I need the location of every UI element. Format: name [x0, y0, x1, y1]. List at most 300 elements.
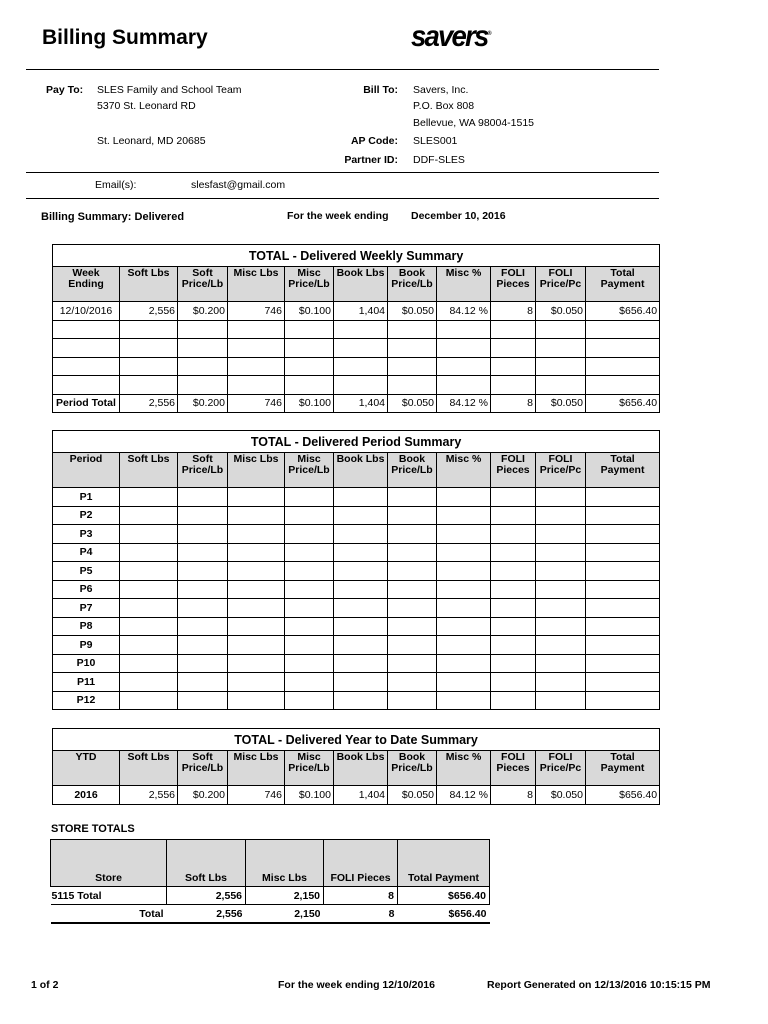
- table-cell: [491, 376, 536, 395]
- table-cell: [536, 599, 586, 618]
- period-label: P10: [53, 654, 120, 673]
- table-cell: [586, 543, 660, 562]
- bill-to-line1: Savers, Inc.: [413, 84, 469, 96]
- table-cell: [334, 691, 388, 710]
- table-cell: [285, 525, 334, 544]
- table-row: [53, 786, 660, 805]
- table-row: [53, 691, 660, 710]
- table-cell: 84.12 %: [437, 302, 491, 321]
- table-cell: [178, 673, 228, 692]
- footer-week-ending: For the week ending 12/10/2016: [278, 979, 435, 991]
- table-cell: [388, 320, 437, 339]
- ytd-column-header: Misc Price/Lb: [285, 751, 334, 786]
- weekly-header-row: [53, 267, 660, 302]
- table-cell: [388, 580, 437, 599]
- table-cell: [228, 654, 285, 673]
- table-cell: [437, 673, 491, 692]
- table-row: [53, 617, 660, 636]
- table-cell: [388, 562, 437, 581]
- ytd-caption-row: [53, 729, 660, 751]
- period-summary-table: [52, 430, 660, 710]
- table-cell: [120, 488, 178, 507]
- ytd-caption: TOTAL - Delivered Year to Date Summary: [53, 729, 660, 751]
- table-cell: [334, 320, 388, 339]
- period-label: P4: [53, 543, 120, 562]
- table-cell: [491, 691, 536, 710]
- address-divider: [26, 172, 659, 173]
- ytd-column-header: FOLI Pieces: [491, 751, 536, 786]
- store-column-header: Soft Lbs: [167, 840, 246, 887]
- logo-text: savers: [411, 20, 488, 53]
- table-cell: [334, 654, 388, 673]
- table-row: [53, 320, 660, 339]
- table-row: [53, 580, 660, 599]
- table-cell: Period Total: [53, 394, 120, 413]
- table-cell: 2,150: [246, 905, 324, 924]
- table-cell: $0.050: [536, 786, 586, 805]
- table-cell: [536, 376, 586, 395]
- table-cell: [228, 506, 285, 525]
- table-cell: [437, 580, 491, 599]
- table-cell: [536, 636, 586, 655]
- bill-to-line3: Bellevue, WA 98004-1515: [413, 117, 535, 129]
- table-cell: [334, 339, 388, 358]
- table-cell: [536, 488, 586, 507]
- pay-to-line1: SLES Family and School Team: [97, 84, 242, 96]
- table-cell: [120, 320, 178, 339]
- weekly-summary-table: [52, 244, 660, 413]
- table-cell: [536, 562, 586, 581]
- table-cell: [437, 357, 491, 376]
- week-ending-value: December 10, 2016: [411, 210, 506, 222]
- table-row: [53, 339, 660, 358]
- weekly-caption-row: [53, 245, 660, 267]
- table-cell: [586, 506, 660, 525]
- table-cell: [491, 488, 536, 507]
- period-column-header: FOLI Pieces: [491, 453, 536, 488]
- table-cell: [586, 339, 660, 358]
- table-cell: $0.050: [536, 302, 586, 321]
- period-total-row: [53, 394, 660, 413]
- period-column-header: Soft Price/Lb: [178, 453, 228, 488]
- table-cell: [388, 488, 437, 507]
- table-cell: [536, 654, 586, 673]
- table-cell: [178, 320, 228, 339]
- table-cell: $656.40: [398, 887, 490, 905]
- table-cell: [586, 525, 660, 544]
- period-label: P12: [53, 691, 120, 710]
- table-cell: [491, 543, 536, 562]
- table-row: [53, 562, 660, 581]
- table-cell: [120, 673, 178, 692]
- table-cell: [437, 617, 491, 636]
- ytd-column-header: Total Payment: [586, 751, 660, 786]
- table-cell: [536, 580, 586, 599]
- table-cell: [334, 562, 388, 581]
- table-cell: [178, 617, 228, 636]
- bill-to-label: Bill To:: [363, 84, 398, 96]
- table-cell: [285, 376, 334, 395]
- table-cell: 8: [324, 887, 398, 905]
- weekly-column-header: Week Ending: [53, 267, 120, 302]
- table-cell: 2,556: [167, 905, 246, 924]
- table-cell: [120, 617, 178, 636]
- table-cell: [285, 636, 334, 655]
- store-column-header: Misc Lbs: [246, 840, 324, 887]
- table-cell: [437, 376, 491, 395]
- table-cell: 8: [491, 786, 536, 805]
- table-cell: 84.12 %: [437, 394, 491, 413]
- table-cell: 746: [228, 394, 285, 413]
- table-cell: [53, 357, 120, 376]
- period-header-row: [53, 453, 660, 488]
- bill-to-line2: P.O. Box 808: [413, 100, 475, 112]
- registered-mark: ®: [487, 31, 492, 37]
- period-column-header: FOLI Price/Pc: [536, 453, 586, 488]
- table-cell: [120, 654, 178, 673]
- table-cell: [491, 580, 536, 599]
- table-cell: $0.050: [388, 786, 437, 805]
- table-cell: [285, 617, 334, 636]
- table-cell: [586, 357, 660, 376]
- ytd-column-header: Book Price/Lb: [388, 751, 437, 786]
- table-cell: [228, 339, 285, 358]
- ytd-column-header: Misc %: [437, 751, 491, 786]
- table-row: [53, 543, 660, 562]
- table-cell: $0.050: [388, 394, 437, 413]
- table-cell: [334, 636, 388, 655]
- store-column-header: Store: [51, 840, 167, 887]
- weekly-column-header: Soft Lbs: [120, 267, 178, 302]
- table-cell: [334, 488, 388, 507]
- table-cell: [334, 357, 388, 376]
- table-cell: [388, 617, 437, 636]
- period-label: P8: [53, 617, 120, 636]
- table-cell: $0.050: [536, 394, 586, 413]
- period-column-header: Book Lbs: [334, 453, 388, 488]
- table-cell: 746: [228, 302, 285, 321]
- period-column-header: Period: [53, 453, 120, 488]
- table-cell: [437, 654, 491, 673]
- table-cell: 746: [228, 786, 285, 805]
- store-header-row: [51, 840, 490, 887]
- table-cell: [120, 691, 178, 710]
- period-label: P1: [53, 488, 120, 507]
- table-cell: [536, 506, 586, 525]
- period-column-header: Misc %: [437, 453, 491, 488]
- table-row: [53, 357, 660, 376]
- table-cell: [53, 376, 120, 395]
- table-cell: [586, 320, 660, 339]
- table-cell: [437, 525, 491, 544]
- table-cell: $0.100: [285, 302, 334, 321]
- table-cell: [388, 673, 437, 692]
- table-cell: [437, 320, 491, 339]
- period-label: P2: [53, 506, 120, 525]
- table-cell: [285, 654, 334, 673]
- table-row: [53, 488, 660, 507]
- period-column-header: Total Payment: [586, 453, 660, 488]
- table-cell: [334, 617, 388, 636]
- table-cell: [586, 599, 660, 618]
- table-cell: $656.40: [586, 786, 660, 805]
- period-label: P6: [53, 580, 120, 599]
- table-cell: [437, 599, 491, 618]
- table-cell: $0.100: [285, 394, 334, 413]
- table-cell: [536, 320, 586, 339]
- table-row: [53, 525, 660, 544]
- table-cell: [228, 599, 285, 618]
- table-cell: $0.100: [285, 786, 334, 805]
- table-cell: [586, 580, 660, 599]
- period-label: P5: [53, 562, 120, 581]
- table-cell: [437, 506, 491, 525]
- table-cell: [388, 599, 437, 618]
- table-cell: [437, 691, 491, 710]
- ytd-column-header: YTD: [53, 751, 120, 786]
- table-cell: [334, 673, 388, 692]
- ytd-column-header: Soft Price/Lb: [178, 751, 228, 786]
- table-cell: 8: [491, 394, 536, 413]
- table-cell: [178, 376, 228, 395]
- table-cell: 2,556: [120, 786, 178, 805]
- billing-summary-delivered-title: Billing Summary: Delivered: [41, 211, 185, 223]
- period-column-header: Soft Lbs: [120, 453, 178, 488]
- period-caption: TOTAL - Delivered Period Summary: [53, 431, 660, 453]
- table-row: [53, 376, 660, 395]
- table-cell: [285, 562, 334, 581]
- table-cell: [536, 339, 586, 358]
- table-cell: [586, 654, 660, 673]
- table-cell: 2,556: [120, 302, 178, 321]
- table-cell: [491, 562, 536, 581]
- weekly-column-header: Misc %: [437, 267, 491, 302]
- table-cell: [53, 339, 120, 358]
- table-cell: [228, 673, 285, 692]
- weekly-column-header: Misc Lbs: [228, 267, 285, 302]
- table-cell: [178, 691, 228, 710]
- table-cell: $0.200: [178, 786, 228, 805]
- period-label: P11: [53, 673, 120, 692]
- table-cell: [228, 580, 285, 599]
- table-cell: [491, 599, 536, 618]
- ytd-column-header: Book Lbs: [334, 751, 388, 786]
- table-cell: [491, 654, 536, 673]
- table-cell: [586, 691, 660, 710]
- table-cell: [285, 506, 334, 525]
- table-cell: 2016: [53, 786, 120, 805]
- table-cell: [228, 357, 285, 376]
- table-cell: [228, 636, 285, 655]
- table-cell: [334, 580, 388, 599]
- table-cell: [491, 525, 536, 544]
- store-totals-table: [50, 839, 490, 924]
- email-divider: [26, 198, 659, 199]
- store-column-header: Total Payment: [398, 840, 490, 887]
- table-cell: [491, 506, 536, 525]
- table-cell: $0.050: [388, 302, 437, 321]
- table-cell: $0.200: [178, 302, 228, 321]
- table-cell: [285, 339, 334, 358]
- table-cell: [120, 506, 178, 525]
- table-cell: [388, 691, 437, 710]
- table-cell: [120, 636, 178, 655]
- table-cell: [285, 599, 334, 618]
- table-cell: $656.40: [398, 905, 490, 924]
- table-cell: [285, 691, 334, 710]
- table-cell: [178, 543, 228, 562]
- ytd-summary-table: [52, 728, 660, 805]
- ytd-column-header: Soft Lbs: [120, 751, 178, 786]
- table-cell: [178, 654, 228, 673]
- table-cell: [228, 617, 285, 636]
- table-cell: [536, 525, 586, 544]
- table-cell: [586, 376, 660, 395]
- table-cell: [388, 543, 437, 562]
- email-label: Email(s):: [95, 179, 137, 191]
- table-cell: [437, 543, 491, 562]
- store-column-header: FOLI Pieces: [324, 840, 398, 887]
- header-divider: [26, 69, 659, 70]
- table-cell: [586, 617, 660, 636]
- table-cell: [491, 636, 536, 655]
- table-cell: 5115 Total: [51, 887, 167, 905]
- table-cell: [388, 376, 437, 395]
- table-cell: [491, 339, 536, 358]
- table-cell: [178, 580, 228, 599]
- table-cell: [334, 599, 388, 618]
- table-row: [53, 636, 660, 655]
- savers-logo: [411, 20, 492, 54]
- weekly-column-header: FOLI Pieces: [491, 267, 536, 302]
- table-cell: [388, 636, 437, 655]
- table-cell: $0.200: [178, 394, 228, 413]
- table-cell: [388, 506, 437, 525]
- table-cell: [228, 691, 285, 710]
- table-cell: [491, 320, 536, 339]
- table-cell: [178, 525, 228, 544]
- table-cell: [437, 636, 491, 655]
- table-cell: [388, 357, 437, 376]
- table-cell: 2,556: [120, 394, 178, 413]
- period-label: P9: [53, 636, 120, 655]
- table-cell: [388, 339, 437, 358]
- table-cell: [178, 488, 228, 507]
- table-cell: [536, 357, 586, 376]
- table-cell: [178, 599, 228, 618]
- weekly-caption: TOTAL - Delivered Weekly Summary: [53, 245, 660, 267]
- table-cell: [285, 543, 334, 562]
- table-row: [53, 654, 660, 673]
- table-cell: [491, 357, 536, 376]
- table-cell: [120, 525, 178, 544]
- table-cell: 1,404: [334, 394, 388, 413]
- table-cell: [586, 562, 660, 581]
- table-cell: [285, 673, 334, 692]
- table-cell: 8: [324, 905, 398, 924]
- period-label: P7: [53, 599, 120, 618]
- table-cell: 2,556: [167, 887, 246, 905]
- table-row: [53, 599, 660, 618]
- table-cell: [586, 488, 660, 507]
- weekly-column-header: Book Lbs: [334, 267, 388, 302]
- table-cell: [120, 562, 178, 581]
- table-cell: [285, 580, 334, 599]
- ytd-header-row: [53, 751, 660, 786]
- partner-id-value: DDF-SLES: [413, 154, 465, 166]
- table-cell: [120, 357, 178, 376]
- period-column-header: Misc Price/Lb: [285, 453, 334, 488]
- store-totals-title: STORE TOTALS: [51, 823, 135, 835]
- table-cell: [536, 543, 586, 562]
- table-cell: [178, 506, 228, 525]
- ap-code-value: SLES001: [413, 135, 458, 147]
- table-cell: [228, 562, 285, 581]
- page-title: Billing Summary: [42, 26, 208, 49]
- table-row: [53, 673, 660, 692]
- table-cell: [285, 488, 334, 507]
- table-cell: [120, 599, 178, 618]
- weekly-column-header: Misc Price/Lb: [285, 267, 334, 302]
- email-value: slesfast@gmail.com: [191, 179, 286, 191]
- table-cell: [178, 636, 228, 655]
- pay-to-line2: 5370 St. Leonard RD: [97, 100, 196, 112]
- table-cell: [178, 562, 228, 581]
- table-cell: [285, 320, 334, 339]
- table-cell: [228, 525, 285, 544]
- table-row: [51, 887, 490, 905]
- table-cell: [228, 320, 285, 339]
- table-cell: [120, 376, 178, 395]
- table-cell: [536, 617, 586, 636]
- table-cell: 1,404: [334, 302, 388, 321]
- table-cell: [491, 617, 536, 636]
- table-cell: [536, 691, 586, 710]
- ap-code-label: AP Code:: [350, 135, 398, 147]
- table-cell: [586, 636, 660, 655]
- table-cell: [437, 488, 491, 507]
- week-ending-label: For the week ending: [287, 210, 389, 222]
- table-cell: [120, 580, 178, 599]
- table-cell: [437, 562, 491, 581]
- table-cell: [334, 543, 388, 562]
- ytd-column-header: Misc Lbs: [228, 751, 285, 786]
- partner-id-label: Partner ID:: [344, 154, 398, 166]
- table-row: [53, 506, 660, 525]
- table-cell: [334, 506, 388, 525]
- table-cell: 12/10/2016: [53, 302, 120, 321]
- table-cell: 2,150: [246, 887, 324, 905]
- table-cell: 1,404: [334, 786, 388, 805]
- table-cell: [120, 339, 178, 358]
- weekly-column-header: Soft Price/Lb: [178, 267, 228, 302]
- table-cell: Total: [51, 905, 167, 924]
- table-cell: $656.40: [586, 394, 660, 413]
- table-cell: [285, 357, 334, 376]
- table-cell: [53, 320, 120, 339]
- table-cell: 84.12 %: [437, 786, 491, 805]
- table-cell: [491, 673, 536, 692]
- table-cell: [334, 376, 388, 395]
- period-caption-row: [53, 431, 660, 453]
- table-cell: [228, 376, 285, 395]
- weekly-column-header: Book Price/Lb: [388, 267, 437, 302]
- table-cell: 8: [491, 302, 536, 321]
- table-cell: [388, 654, 437, 673]
- footer-report-generated: Report Generated on 12/13/2016 10:15:15 PM: [487, 979, 711, 991]
- weekly-column-header: Total Payment: [586, 267, 660, 302]
- table-cell: [536, 673, 586, 692]
